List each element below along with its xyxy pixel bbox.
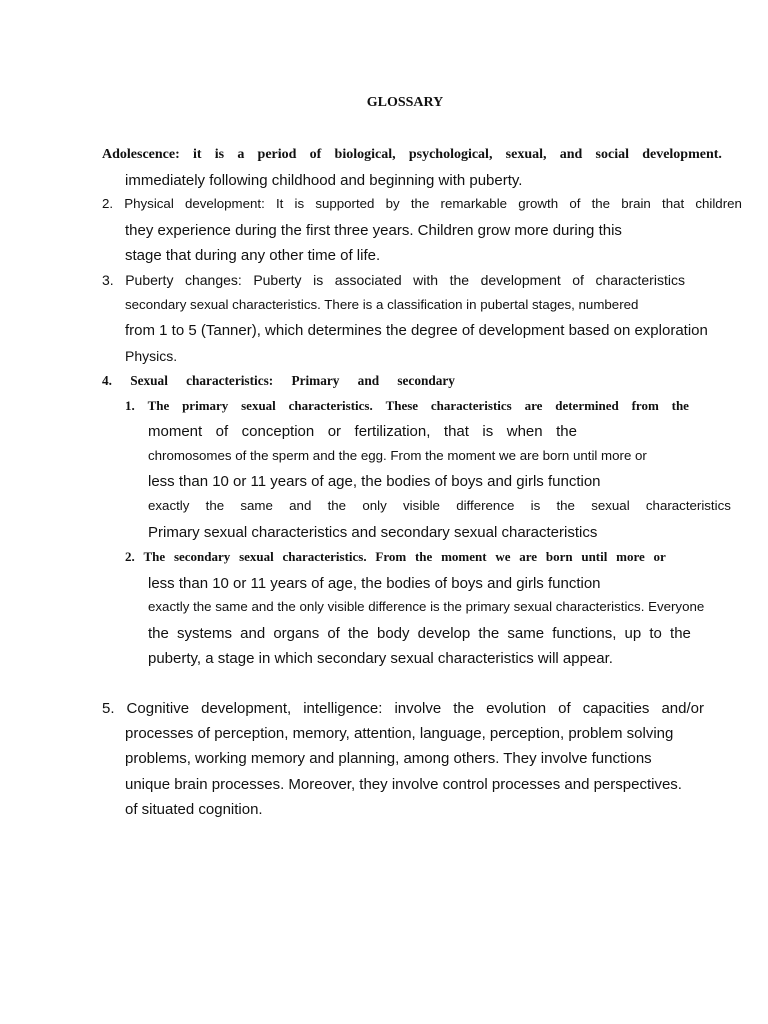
word: of bbox=[569, 196, 581, 211]
word: the bbox=[148, 625, 169, 642]
word: the bbox=[671, 398, 689, 413]
word: conception bbox=[241, 423, 315, 440]
word: These bbox=[385, 398, 419, 413]
word: the bbox=[348, 625, 369, 642]
word: the bbox=[449, 272, 470, 288]
word: involve bbox=[394, 700, 442, 717]
word: sexual bbox=[591, 498, 630, 513]
word: or bbox=[653, 549, 666, 564]
text-line bbox=[102, 374, 455, 387]
word: develop bbox=[417, 625, 471, 642]
word: we bbox=[495, 549, 511, 564]
word: functions, bbox=[552, 625, 617, 642]
text-line bbox=[148, 424, 577, 439]
word: It bbox=[275, 196, 284, 211]
word: difference bbox=[456, 498, 515, 513]
word: more bbox=[616, 549, 645, 564]
word: Cognitive bbox=[126, 700, 190, 717]
text-line: secondary sexual characteristics. There is a classification in pubertal stages, numbered bbox=[125, 297, 639, 312]
text-line bbox=[148, 626, 691, 641]
word: sexual bbox=[239, 549, 274, 564]
word: a bbox=[237, 147, 245, 162]
text-line: problems, working memory and planning, among others. They involve functions bbox=[125, 750, 652, 767]
text-line bbox=[125, 550, 666, 563]
word: are bbox=[524, 398, 543, 413]
word: fertilization, bbox=[354, 423, 431, 440]
word: of bbox=[558, 700, 571, 717]
word: body bbox=[377, 625, 410, 642]
word: moment bbox=[441, 549, 487, 564]
word: same bbox=[240, 498, 273, 513]
word: Primary bbox=[291, 373, 340, 388]
word: or bbox=[327, 423, 342, 440]
word: and/or bbox=[661, 700, 704, 717]
word: up bbox=[624, 625, 642, 642]
word: capacities bbox=[582, 700, 650, 717]
text-line: Physics. bbox=[125, 348, 178, 364]
word: it bbox=[192, 147, 202, 162]
word: characteristics bbox=[430, 398, 512, 413]
text-line: less than 10 or 11 years of age, the bodies of boys and girls function bbox=[148, 473, 601, 490]
text-line: Primary sexual characteristics and secondary sexual characteristics bbox=[148, 524, 598, 541]
word: the bbox=[556, 423, 577, 440]
word: 5. bbox=[102, 700, 115, 717]
text-line bbox=[102, 197, 742, 210]
word: characteristics. bbox=[282, 549, 367, 564]
text-line bbox=[125, 399, 689, 412]
text-line: exactly the same and the only visible difference is the primary sexual characteristics. Everyone bbox=[148, 599, 705, 614]
word: is bbox=[530, 498, 541, 513]
word: determined bbox=[555, 398, 619, 413]
word: 2. bbox=[125, 549, 135, 564]
word: primary bbox=[182, 398, 229, 413]
word: the bbox=[556, 498, 575, 513]
word: is bbox=[313, 272, 324, 288]
word: Puberty bbox=[253, 272, 302, 288]
word: Puberty bbox=[125, 272, 174, 288]
word: to bbox=[649, 625, 662, 642]
word: the bbox=[327, 498, 347, 513]
word: is bbox=[482, 423, 494, 440]
word: is bbox=[214, 147, 225, 162]
word: the bbox=[410, 196, 430, 211]
word: are bbox=[519, 549, 538, 564]
word: characteristics bbox=[645, 498, 731, 513]
word: born bbox=[545, 549, 573, 564]
word: characteristics: bbox=[186, 373, 274, 388]
word: and bbox=[240, 625, 266, 642]
word: changes: bbox=[184, 272, 242, 288]
word: and bbox=[559, 147, 583, 162]
text-line: stage that during any other time of life. bbox=[125, 247, 381, 264]
word: the bbox=[414, 549, 433, 564]
word: organs bbox=[273, 625, 320, 642]
word: the bbox=[453, 700, 475, 717]
word: From bbox=[375, 549, 407, 564]
text-line bbox=[102, 701, 704, 716]
text-line: chromosomes of the sperm and the egg. From the moment we are born until more or bbox=[148, 448, 647, 463]
word: sexual, bbox=[505, 147, 547, 162]
word: supported bbox=[315, 196, 375, 211]
word: same bbox=[507, 625, 545, 642]
word: Physical bbox=[124, 196, 174, 211]
word: of bbox=[327, 625, 340, 642]
word: psychological, bbox=[408, 147, 493, 162]
word: The bbox=[147, 398, 170, 413]
word: sexual bbox=[241, 398, 276, 413]
word: development: bbox=[184, 196, 265, 211]
text-line: of situated cognition. bbox=[125, 801, 263, 818]
word: The bbox=[143, 549, 166, 564]
word: moment bbox=[148, 423, 203, 440]
word: that bbox=[443, 423, 469, 440]
text-line: less than 10 or 11 years of age, the bodies of boys and girls function bbox=[148, 575, 601, 592]
word: development bbox=[480, 272, 561, 288]
word: evolution bbox=[486, 700, 547, 717]
text-line bbox=[148, 499, 731, 512]
word: and bbox=[357, 373, 380, 388]
word: brain bbox=[621, 196, 651, 211]
word: exactly bbox=[148, 498, 190, 513]
word: development. bbox=[642, 147, 722, 162]
word: 4. bbox=[102, 373, 112, 388]
word: biological, bbox=[334, 147, 396, 162]
word: children bbox=[695, 196, 742, 211]
word: visible bbox=[403, 498, 440, 513]
word: Sexual bbox=[130, 373, 168, 388]
word: intelligence: bbox=[303, 700, 383, 717]
word: the bbox=[205, 498, 225, 513]
word: Adolescence: bbox=[102, 147, 180, 162]
text-line: from 1 to 5 (Tanner), which determines the degree of development based on exploration bbox=[125, 322, 708, 339]
word: characteristics bbox=[595, 272, 685, 288]
word: the bbox=[670, 625, 691, 642]
text-line: puberty, a stage in which secondary sexual characteristics will appear. bbox=[148, 650, 613, 667]
word: of bbox=[309, 147, 322, 162]
word: associated bbox=[334, 272, 402, 288]
text-line: they experience during the first three years. Children grow more during this bbox=[125, 222, 622, 239]
word: only bbox=[362, 498, 387, 513]
word: 2. bbox=[102, 196, 114, 211]
word: social bbox=[595, 147, 629, 162]
text-line bbox=[102, 273, 685, 287]
word: and bbox=[289, 498, 312, 513]
word: remarkable bbox=[440, 196, 508, 211]
word: of bbox=[215, 423, 229, 440]
text-line bbox=[102, 148, 722, 162]
document-title: GLOSSARY bbox=[366, 95, 444, 110]
word: the bbox=[478, 625, 500, 642]
word: systems bbox=[177, 625, 233, 642]
word: secondary bbox=[173, 549, 231, 564]
word: characteristics. bbox=[288, 398, 373, 413]
word: from bbox=[631, 398, 659, 413]
word: by bbox=[385, 196, 400, 211]
word: 3. bbox=[102, 272, 114, 288]
word: growth bbox=[518, 196, 559, 211]
word: 1. bbox=[125, 398, 135, 413]
word: period bbox=[257, 147, 297, 162]
word: secondary bbox=[397, 373, 455, 388]
word: development, bbox=[201, 700, 292, 717]
word: of bbox=[572, 272, 584, 288]
word: when bbox=[506, 423, 543, 440]
word: until bbox=[581, 549, 608, 564]
word: is bbox=[294, 196, 305, 211]
word: the bbox=[591, 196, 611, 211]
word: with bbox=[413, 272, 439, 288]
text-line: unique brain processes. Moreover, they involve control processes and perspectives. bbox=[125, 776, 682, 793]
text-line: processes of perception, memory, attention, language, perception, problem solving bbox=[125, 725, 674, 742]
text-line: immediately following childhood and beginning with puberty. bbox=[125, 172, 523, 189]
word: that bbox=[662, 196, 685, 211]
